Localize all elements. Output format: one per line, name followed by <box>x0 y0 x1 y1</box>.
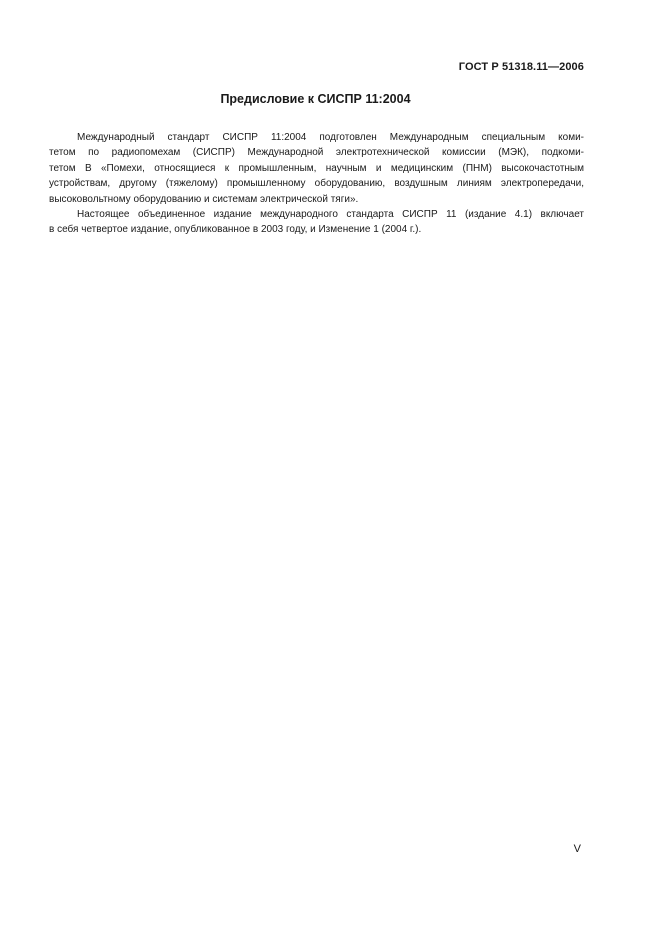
paragraph-1-line-2: тетом по радиопомехам (СИСПР) Международной электротехнической комиссии (МЭК), подкоми- <box>49 147 584 159</box>
page-title: Предисловие к СИСПР 11:2004 <box>220 92 411 106</box>
page-number: V <box>573 843 581 855</box>
paragraph-1 <box>49 130 584 207</box>
paragraph-1-line-3: тетом В «Помехи, относящиеся к промышленным, научным и медицинским (ПНМ) высокочастотным <box>49 162 584 174</box>
document-code: ГОСТ Р 51318.11—2006 <box>458 61 584 73</box>
paragraph-1-line-4: устройствам, другому (тяжелому) промышленному оборудованию, воздушным линиям электропередачи, <box>49 178 584 190</box>
paragraph-2-line-1: Настоящее объединенное издание международного стандарта СИСПР 11 (издание 4.1) включает <box>77 209 584 221</box>
paragraph-1-line-5: высоковольтному оборудованию и системам электрической тяги». <box>49 193 359 205</box>
body-text <box>49 130 584 238</box>
paragraph-2-line-2: в себя четвертое издание, опубликованное в 2003 году, и Изменение 1 (2004 г.). <box>49 224 422 236</box>
paragraph-2 <box>49 207 584 238</box>
paragraph-1-line-1: Международный стандарт СИСПР 11:2004 подготовлен Международным специальным коми- <box>77 132 584 143</box>
